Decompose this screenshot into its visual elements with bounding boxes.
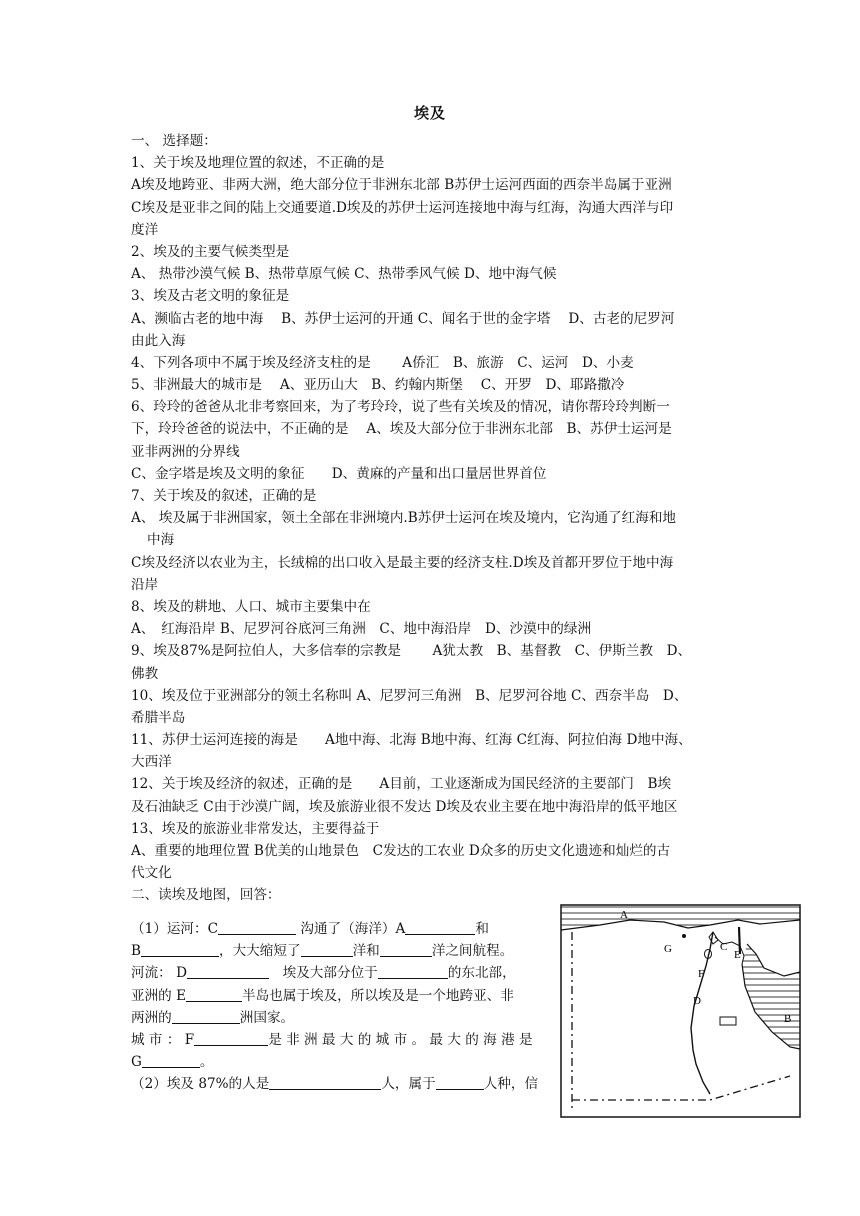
question-line: 12、关于埃及经济的叙述，正确的是 A目前，工业逐渐成为国民经济的主要部门 B埃 bbox=[131, 776, 672, 793]
question-line: C、金字塔是埃及文明的象征 D、黄麻的产量和出口量居世界首位 bbox=[131, 465, 547, 482]
fill-text: 两洲的 bbox=[131, 1009, 172, 1026]
question-line: 下，玲玲爸爸的说法中，不正确的是 A、埃及大部分位于非洲东北部 B、苏伊士运河是 bbox=[131, 421, 672, 438]
question-line: 6、玲玲的爸爸从北非考察回来，为了考玲玲，说了些有关埃及的情况，请你帮玲玲判断一 bbox=[131, 399, 670, 416]
question-line: 3、埃及古老文明的象征是 bbox=[131, 288, 290, 305]
question-line: A埃及地跨亚、非两大洲，绝大部分位于非洲东北部 B苏伊士运河西面的西奈半岛属于亚洲 bbox=[131, 177, 672, 194]
question-line: 希腊半岛 bbox=[131, 709, 186, 726]
fill-text: 人，属于 bbox=[381, 1076, 436, 1093]
fill-line bbox=[131, 940, 545, 962]
section-heading: 一、 选择题： bbox=[131, 133, 217, 149]
question-line: A、濒临古老的地中海 B、苏伊士运河的开通 C、闻名于世的金字塔 D、古老的尼罗河 bbox=[131, 310, 675, 327]
answer-blank[interactable] bbox=[218, 920, 296, 935]
fill-text: 是 非 洲 最 大 的 城 市 。 最 大 的 海 港 是 bbox=[268, 1031, 533, 1048]
answer-blank[interactable] bbox=[380, 942, 432, 957]
answer-blank[interactable] bbox=[187, 964, 269, 979]
question-line: 9、埃及87%是阿拉伯人，大多信奉的宗教是 A犹太教 B、基督教 C、伊斯兰教 D、 bbox=[131, 643, 692, 660]
fill-text: 人种，信 bbox=[483, 1076, 539, 1093]
question-line: 佛教 bbox=[131, 665, 159, 682]
answer-blank[interactable] bbox=[378, 964, 448, 979]
question-line: 10、埃及位于亚洲部分的领土名称叫 A、尼罗河三角洲 B、尼罗河谷地 C、西奈半岛 D、 bbox=[131, 687, 688, 704]
fill-line bbox=[131, 962, 545, 984]
question-line: C埃及经济以农业为主，长绒棉的出口收入是最主要的经济支柱.D埃及首都开罗位于地中海 bbox=[131, 554, 674, 571]
question-line: C埃及是亚非之间的陆上交通要道.D埃及的苏伊士运河连接地中海与红海，沟通大西洋与印 bbox=[131, 199, 674, 216]
question-line: 大西洋 bbox=[131, 754, 172, 771]
answer-blank[interactable] bbox=[405, 920, 475, 935]
question-line: 亚非两洲的分界线 bbox=[131, 443, 240, 460]
question-line: 5、非洲最大的城市是 A、亚历山大 B、约翰内斯堡 C、开罗 D、耶路撒冷 bbox=[131, 377, 625, 394]
fill-text: （2）埃及 87%的人是 bbox=[131, 1076, 270, 1093]
fill-text: 的东北部， bbox=[447, 965, 516, 982]
egypt-map bbox=[560, 904, 801, 1118]
fill-line bbox=[131, 918, 545, 940]
fill-text: 亚洲的 E bbox=[131, 987, 187, 1004]
question-line: 2、埃及的主要气候类型是 bbox=[131, 243, 290, 260]
question-line: A、重要的地理位置 B优美的山地景色 C发达的工农业 D众多的历史文化遗迹和灿烂的古 bbox=[131, 843, 671, 859]
fill-text: 洋和 bbox=[352, 943, 380, 960]
question-line: 代文化 bbox=[131, 865, 172, 882]
map-label-e: E bbox=[734, 949, 741, 961]
map-label-d: D bbox=[693, 995, 701, 1007]
answer-blank[interactable] bbox=[172, 1009, 240, 1024]
fill-text: 埃及大部分位于 bbox=[269, 965, 378, 982]
question-line: 中海 bbox=[147, 532, 175, 549]
question-line: 11、苏伊士运河连接的海是 A地中海、北海 B地中海、红海 C红海、阿拉伯海 D地中海、 bbox=[131, 732, 692, 749]
question-line: 由此入海 bbox=[131, 332, 186, 349]
fill-text: 沟通了（海洋）A bbox=[296, 921, 406, 937]
alexandria-marker bbox=[682, 934, 686, 938]
fill-text: （1）运河：C bbox=[131, 921, 219, 937]
fill-in-section bbox=[131, 918, 545, 1096]
map-label-c: C bbox=[720, 941, 728, 953]
fill-text: 和 bbox=[475, 921, 489, 937]
section-heading: 二、读埃及地图，回答： bbox=[131, 887, 281, 904]
fill-text: ，大大缩短了 bbox=[219, 943, 301, 960]
fill-text: 洲国家。 bbox=[239, 1009, 295, 1026]
answer-blank[interactable] bbox=[194, 1031, 268, 1046]
question-line: A、 埃及属于非洲国家，领土全部在非洲境内.B苏伊士运河在埃及境内，它沟通了红海和地 bbox=[131, 510, 677, 527]
question-line: 8、埃及的耕地、人口、城市主要集中在 bbox=[131, 598, 371, 615]
question-line: A、 热带沙漠气候 B、热带草原气候 C、热带季风气候 D、地中海气候 bbox=[131, 266, 557, 283]
question-line: 13、埃及的旅游业非常发达，主要得益于 bbox=[131, 820, 380, 837]
fill-text: 半岛也属于埃及，所以埃及是一个地跨亚、非 bbox=[242, 987, 514, 1004]
page-title: 埃及 bbox=[413, 104, 446, 122]
answer-blank[interactable] bbox=[436, 1075, 484, 1090]
fill-text: B bbox=[131, 943, 141, 960]
question-line: 4、下列各项中不属于埃及经济支柱的是 A侨汇 B、旅游 C、运河 D、小麦 bbox=[131, 354, 634, 371]
fill-text: 河流： D bbox=[131, 965, 188, 982]
answer-blank[interactable] bbox=[186, 987, 242, 1002]
question-line: 沿岸 bbox=[131, 576, 159, 593]
answer-blank[interactable] bbox=[141, 942, 219, 957]
map-label-b: B bbox=[784, 1013, 792, 1025]
fill-line bbox=[131, 985, 545, 1007]
egypt-map-figure bbox=[560, 904, 801, 1118]
fill-text: 洋之间航程。 bbox=[431, 943, 514, 960]
question-line: 7、关于埃及的叙述，正确的是 bbox=[131, 488, 317, 504]
fill-line bbox=[131, 1007, 545, 1029]
question-line: A、 红海沿岸 B、尼罗河谷底河三角洲 C、地中海沿岸 D、沙漠中的绿洲 bbox=[131, 621, 592, 638]
map-label-f: F bbox=[698, 968, 705, 980]
fill-line bbox=[131, 1029, 545, 1051]
answer-blank[interactable] bbox=[301, 942, 353, 957]
map-label-a: A bbox=[620, 909, 628, 921]
fill-line bbox=[131, 1051, 545, 1073]
map-label-g: G bbox=[664, 943, 672, 955]
answer-blank[interactable] bbox=[269, 1075, 381, 1090]
question-line: 度洋 bbox=[131, 221, 159, 238]
aswan-dam bbox=[720, 1017, 736, 1025]
question-line: 1、关于埃及地理位置的叙述，不正确的是 bbox=[131, 155, 385, 172]
question-lines bbox=[131, 130, 733, 907]
question-line: 及石油缺乏 C由于沙漠广阔，埃及旅游业很不发达 D埃及农业主要在地中海沿岸的低平地区 bbox=[131, 798, 678, 815]
answer-blank[interactable] bbox=[142, 1053, 200, 1068]
fill-text: 城 市 ： F bbox=[131, 1031, 195, 1048]
fill-text: G bbox=[131, 1054, 142, 1071]
fill-line bbox=[131, 1073, 545, 1095]
fill-text: 。 bbox=[199, 1054, 214, 1071]
